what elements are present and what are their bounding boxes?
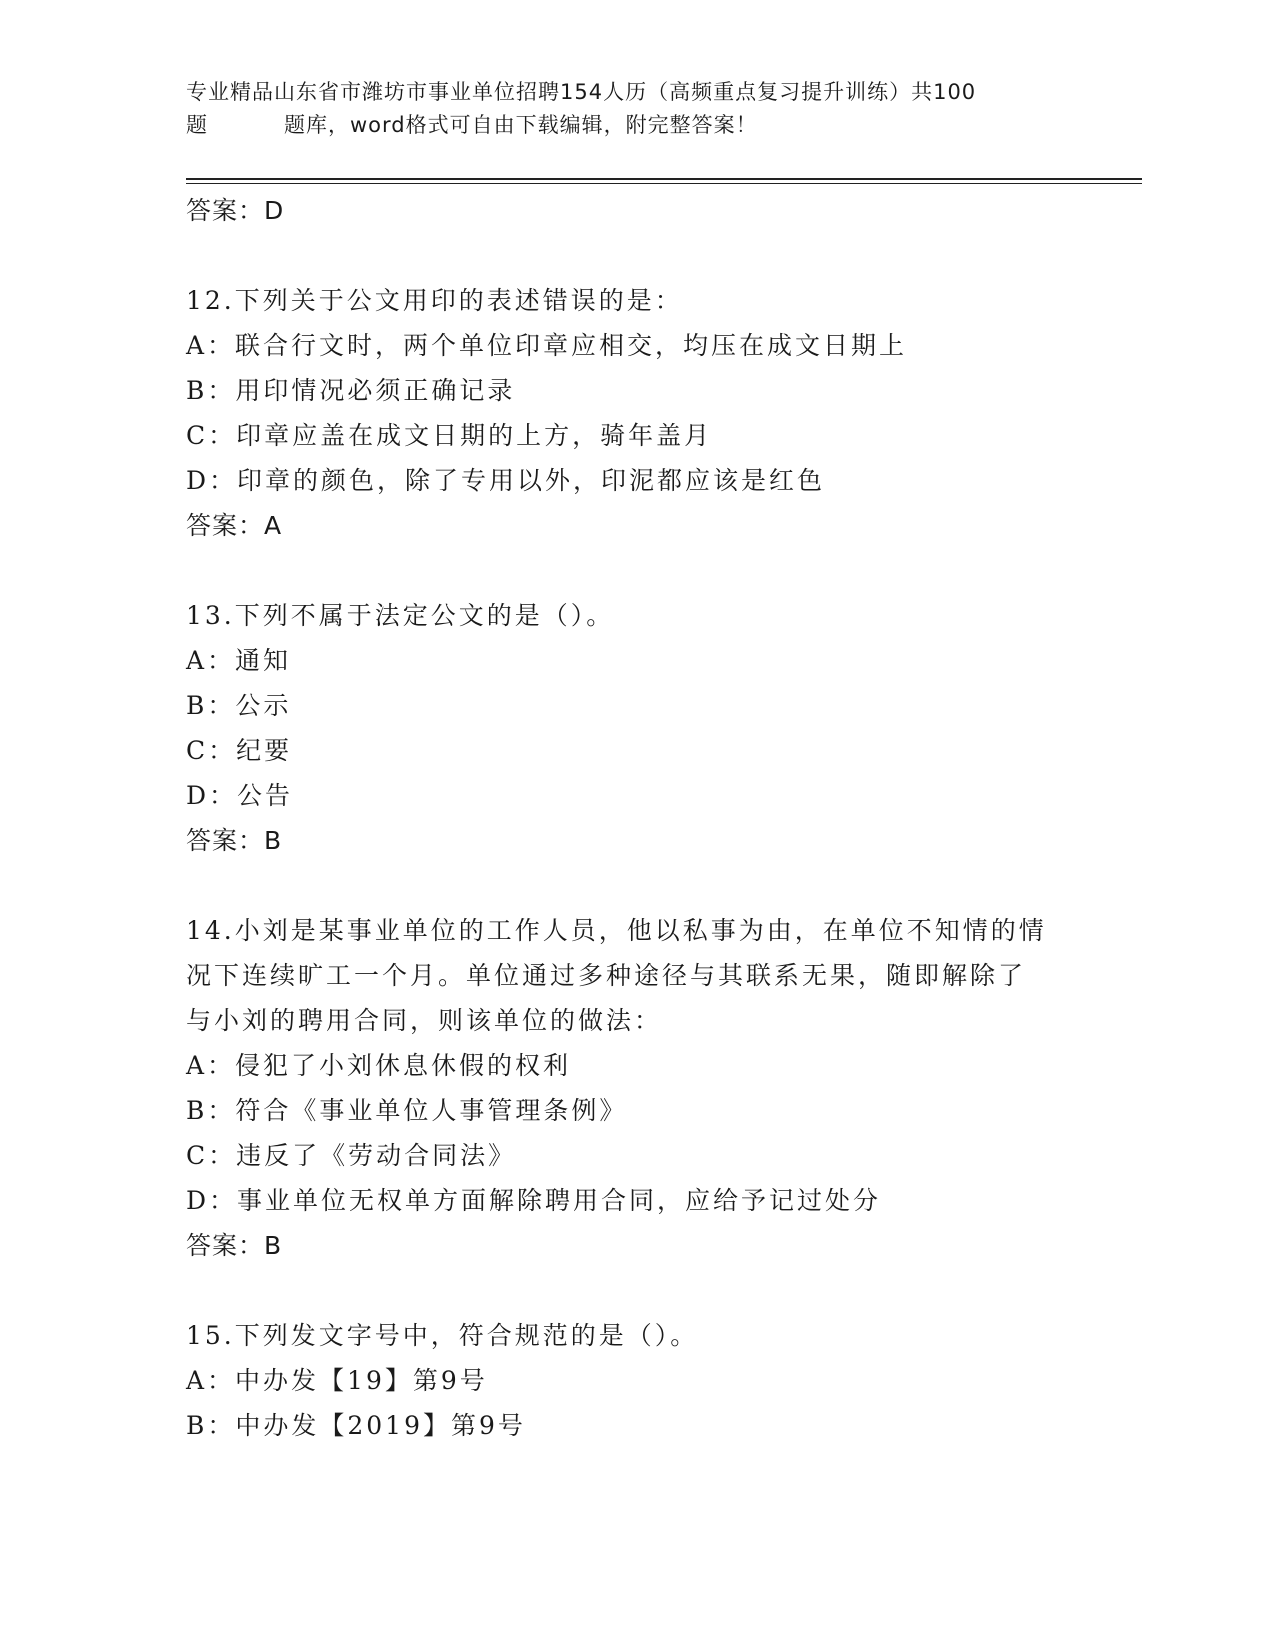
option-b: B：中办发【2019】第9号 (186, 1411, 526, 1440)
option-b: B：用印情况必须正确记录 (186, 376, 516, 405)
question-14 (186, 908, 1086, 1268)
header-title-line1: 专业精品山东省市潍坊市事业单位招聘154人历（高频重点复习提升训练）共100 (186, 80, 977, 104)
question-15 (186, 1313, 1086, 1448)
option-c: C：纪要 (186, 736, 293, 765)
option-a: A：通知 (186, 646, 292, 675)
option-c: C：违反了《劳动合同法》 (186, 1141, 517, 1170)
answer-line: 答案：B (186, 1231, 283, 1260)
header-divider-thick (186, 178, 1142, 180)
question-stem-line-2: 况下连续旷工一个月。单位通过多种途径与其联系无果，随即解除了 (186, 961, 1027, 990)
option-d: D：公告 (186, 781, 294, 810)
question-12 (186, 278, 1086, 548)
option-b: B：符合《事业单位人事管理条例》 (186, 1096, 628, 1125)
question-content (186, 188, 1086, 1448)
option-a: A：联合行文时，两个单位印章应相交，均压在成文日期上 (186, 331, 908, 360)
header-title-line2-start: 题 (186, 113, 208, 137)
answer-line: 答案：A (186, 511, 283, 540)
option-a: A：侵犯了小刘休息休假的权利 (186, 1051, 572, 1080)
question-stem-line-1: 14.小刘是某事业单位的工作人员，他以私事为由，在单位不知情的情 (186, 916, 1047, 945)
question-stem-line-3: 与小刘的聘用合同，则该单位的做法： (186, 1006, 663, 1035)
answer-line: 答案：B (186, 826, 283, 855)
page-header (186, 76, 1086, 142)
option-b: B：公示 (186, 691, 292, 720)
header-divider-thin (186, 183, 1142, 184)
question-13 (186, 593, 1086, 863)
option-a: A：中办发【19】第9号 (186, 1366, 488, 1395)
option-d: D：事业单位无权单方面解除聘用合同，应给予记过处分 (186, 1186, 882, 1215)
question-stem: 15.下列发文字号中，符合规范的是（）。 (186, 1321, 699, 1350)
option-c: C：印章应盖在成文日期的上方，骑年盖月 (186, 421, 713, 450)
question-stem: 12.下列关于公文用印的表述错误的是： (186, 286, 683, 315)
question-stem: 13.下列不属于法定公文的是（）。 (186, 601, 615, 630)
option-d: D：印章的颜色，除了专用以外，印泥都应该是红色 (186, 466, 826, 495)
header-title-line2 (186, 109, 1086, 142)
header-title-line2-rest: 题库，word格式可自由下载编辑，附完整答案！ (284, 113, 758, 137)
previous-answer: 答案：D (186, 196, 285, 225)
